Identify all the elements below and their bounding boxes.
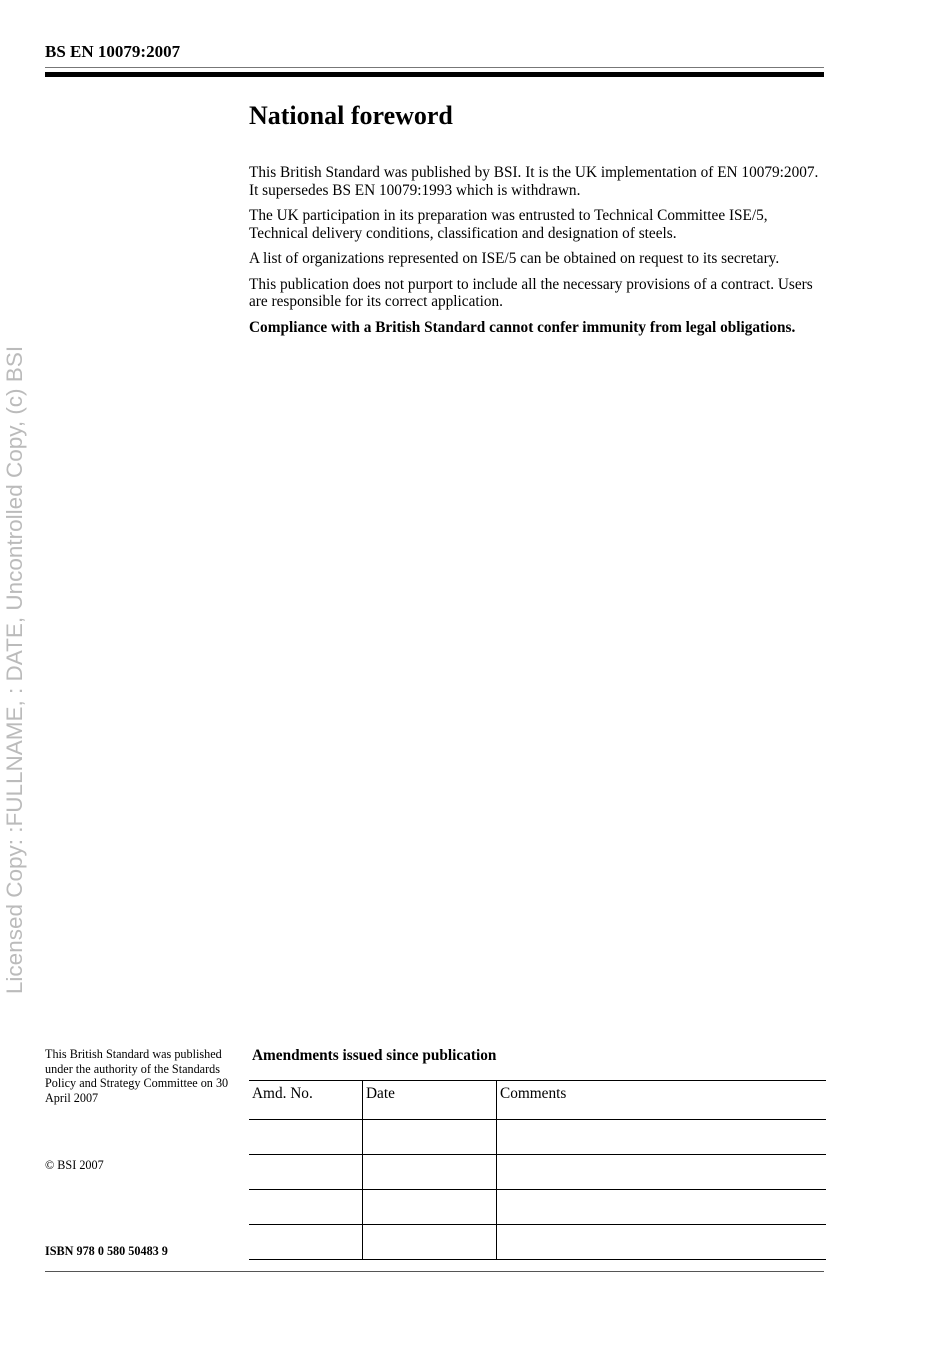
cell xyxy=(497,1190,827,1225)
cell xyxy=(363,1190,497,1225)
cell xyxy=(249,1155,363,1190)
publication-note: This British Standard was published under the authority of the Standards Policy and Strategy Committee on 30 April 2007 xyxy=(45,1047,229,1105)
header-thick-rule xyxy=(45,72,824,77)
paragraph: A list of organizations represented on ISE/5 can be obtained on request to its secretary. xyxy=(249,250,780,267)
table-row xyxy=(249,1225,826,1260)
amendments-table xyxy=(249,1080,826,1260)
paragraph: This publication does not purport to include all the necessary provisions of a contract. Users are responsible for its correct application. xyxy=(249,275,813,310)
foreword-body xyxy=(249,164,829,344)
table-header-row xyxy=(249,1081,826,1120)
table-row xyxy=(249,1155,826,1190)
compliance-statement: Compliance with a British Standard cannot confer immunity from legal obligations. xyxy=(249,318,796,336)
paragraph: This British Standard was published by BSI. It is the UK implementation of EN 10079:2007. It supersedes BS EN 10079:1993 which is withdrawn. xyxy=(249,164,819,199)
cell xyxy=(363,1225,497,1260)
copyright: © BSI 2007 xyxy=(45,1158,104,1172)
cell xyxy=(363,1155,497,1190)
paragraph: The UK participation in its preparation was entrusted to Technical Committee ISE/5, Technical delivery conditions, classification and designation of steels. xyxy=(249,207,768,242)
column-header-date: Date xyxy=(363,1081,497,1120)
column-header-comments: Comments xyxy=(497,1081,827,1120)
cell xyxy=(497,1155,827,1190)
cell xyxy=(249,1120,363,1155)
cell xyxy=(249,1190,363,1225)
cell xyxy=(249,1225,363,1260)
cell xyxy=(363,1120,497,1155)
amendments-heading: Amendments issued since publication xyxy=(252,1047,497,1064)
column-header-amd-no: Amd. No. xyxy=(249,1081,363,1120)
license-watermark: Licensed Copy: :FULLNAME, : DATE, Uncontrolled Copy, (c) BSI xyxy=(2,345,27,995)
cell xyxy=(497,1120,827,1155)
cell xyxy=(497,1225,827,1260)
document-id: BS EN 10079:2007 xyxy=(45,42,181,61)
page-title: National foreword xyxy=(249,101,453,130)
footer-rule xyxy=(45,1271,824,1272)
table-row xyxy=(249,1120,826,1155)
header-thin-rule xyxy=(45,67,824,68)
table-row xyxy=(249,1190,826,1225)
isbn: ISBN 978 0 580 50483 9 xyxy=(45,1244,168,1258)
